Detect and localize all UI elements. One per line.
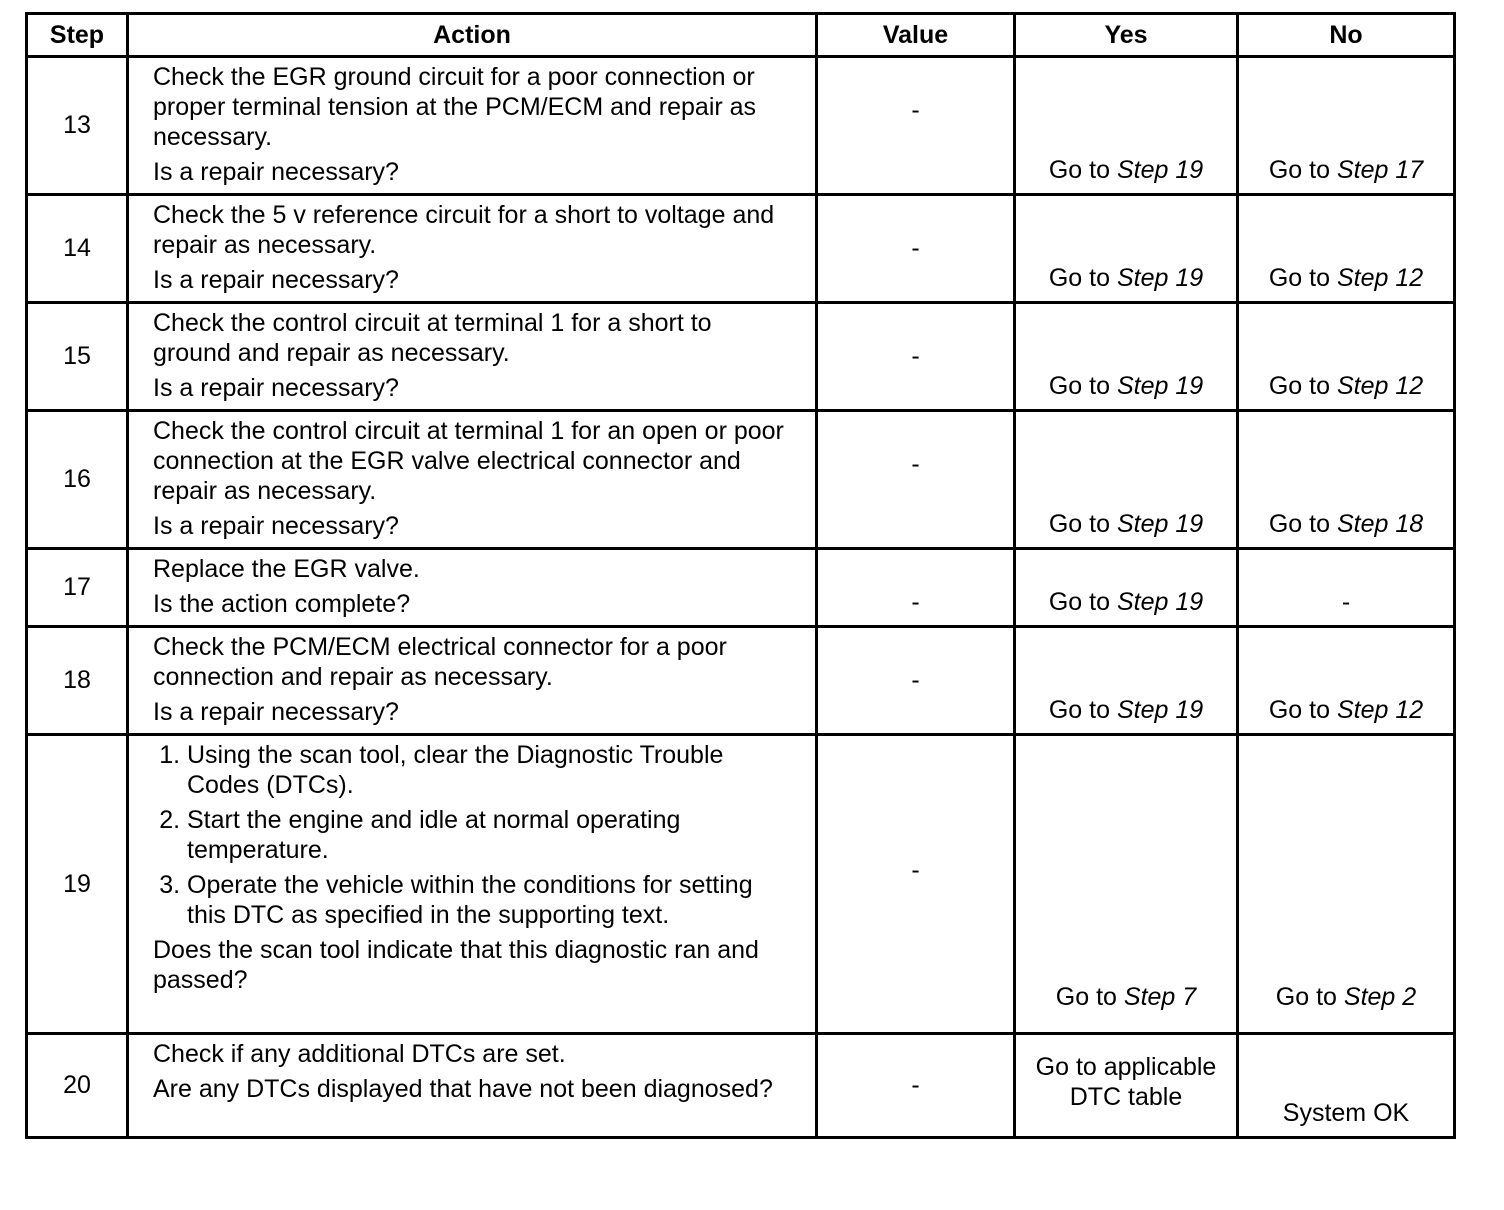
step-number: 15 [27,303,128,411]
diagnostic-table [25,12,1456,1139]
step-number: 18 [27,627,128,735]
no-cell: System OK [1238,1034,1455,1138]
no-step-link: Step 12 [1336,264,1424,292]
value-cell [817,57,1015,195]
action-question: Is a repair necessary? [153,512,399,540]
yes-step-link: Step 19 [1116,696,1204,724]
action-cell [128,1034,817,1138]
header-yes: Yes [1015,14,1238,57]
no-step-link: Step 2 [1343,983,1417,1011]
step-number: 14 [27,195,128,303]
value-text: - [911,450,920,478]
action-text: Check the PCM/ECM electrical connector for a poor connection and repair as necessary. [153,633,727,691]
yes-step-link: Step 19 [1116,510,1204,538]
action-cell [128,627,817,735]
value-cell [817,195,1015,303]
value-text: - [911,342,920,370]
yes-cell: Go to Step 19 [1015,411,1238,549]
list-item: 2. Start the engine and idle at normal operating temperature. [187,805,795,865]
table-row [27,195,1455,303]
action-question: Are any DTCs displayed that have not been diagnosed? [153,1075,773,1103]
yes-step-link: Step 19 [1116,588,1204,616]
yes-step-link: Step 19 [1116,156,1204,184]
action-text: Replace the EGR valve. [153,555,420,583]
header-no: No [1238,14,1455,57]
value-text: - [911,856,920,884]
yes-step-link: Step 19 [1116,372,1204,400]
action-cell [128,195,817,303]
header-value: Value [817,14,1015,57]
step-number: 16 [27,411,128,549]
table-row [27,627,1455,735]
yes-cell: Go to Step 19 [1015,303,1238,411]
value-cell [817,735,1015,1034]
yes-cell: Go to Step 19 [1015,549,1238,627]
value-cell [817,303,1015,411]
yes-step-link: Step 19 [1116,264,1204,292]
yes-cell: Go to Step 7 [1015,735,1238,1034]
value-cell [817,411,1015,549]
action-text: Check the EGR ground circuit for a poor connection or proper terminal tension at the PCM/ECM and repair as necessary. [153,63,757,151]
yes-step-link: Step 7 [1123,983,1197,1011]
action-cell [128,549,817,627]
step-number: 17 [27,549,128,627]
action-cell [128,411,817,549]
yes-cell: Go to applicable DTC table [1015,1034,1238,1138]
table-row [27,57,1455,195]
table-row [27,303,1455,411]
action-question: Is a repair necessary? [153,266,399,294]
step-number: 20 [27,1034,128,1138]
action-question: Is the action complete? [153,590,411,618]
action-cell [128,735,817,1034]
list-item: 1. Using the scan tool, clear the Diagnostic Trouble Codes (DTCs). [187,740,795,800]
table-row [27,735,1455,1034]
action-question: Is a repair necessary? [153,698,399,726]
table-row [27,549,1455,627]
no-step-link: Step 17 [1336,156,1424,184]
table-row [27,1034,1455,1138]
list-item: 3. Operate the vehicle within the conditions for setting this DTC as specified in the supporting text. [187,870,795,930]
value-cell: - [817,1034,1015,1138]
value-cell: - [817,549,1015,627]
value-cell [817,627,1015,735]
action-text: Check the control circuit at terminal 1 for a short to ground and repair as necessary. [153,309,712,367]
no-step-link: Step 12 [1336,696,1424,724]
yes-cell: Go to Step 19 [1015,195,1238,303]
action-question: Is a repair necessary? [153,374,399,402]
no-step-link: Step 18 [1336,510,1424,538]
action-question: Is a repair necessary? [153,158,399,186]
no-cell: Go to Step 17 [1238,57,1455,195]
step-number: 13 [27,57,128,195]
procedure-list [153,740,795,930]
no-cell: Go to Step 12 [1238,303,1455,411]
no-step-link: Step 12 [1336,372,1424,400]
no-cell: Go to Step 2 [1238,735,1455,1034]
action-text: Check the control circuit at terminal 1 for an open or poor connection at the EGR valve electrical connector and repair as necessary. [153,417,784,505]
no-cell: Go to Step 12 [1238,627,1455,735]
header-step: Step [27,14,128,57]
action-text: Check the 5 v reference circuit for a short to voltage and repair as necessary. [153,201,775,259]
no-cell: - [1238,549,1455,627]
no-cell: Go to Step 18 [1238,411,1455,549]
table-row [27,411,1455,549]
value-text: - [911,666,920,694]
yes-cell: Go to Step 19 [1015,57,1238,195]
action-cell [128,57,817,195]
action-question: Does the scan tool indicate that this diagnostic ran and passed? [153,936,759,994]
step-number: 19 [27,735,128,1034]
value-text: - [911,234,920,262]
header-action: Action [128,14,817,57]
action-cell [128,303,817,411]
action-text: Check if any additional DTCs are set. [153,1040,566,1068]
yes-cell: Go to Step 19 [1015,627,1238,735]
value-text: - [911,96,920,124]
header-row [27,14,1455,57]
no-cell: Go to Step 12 [1238,195,1455,303]
